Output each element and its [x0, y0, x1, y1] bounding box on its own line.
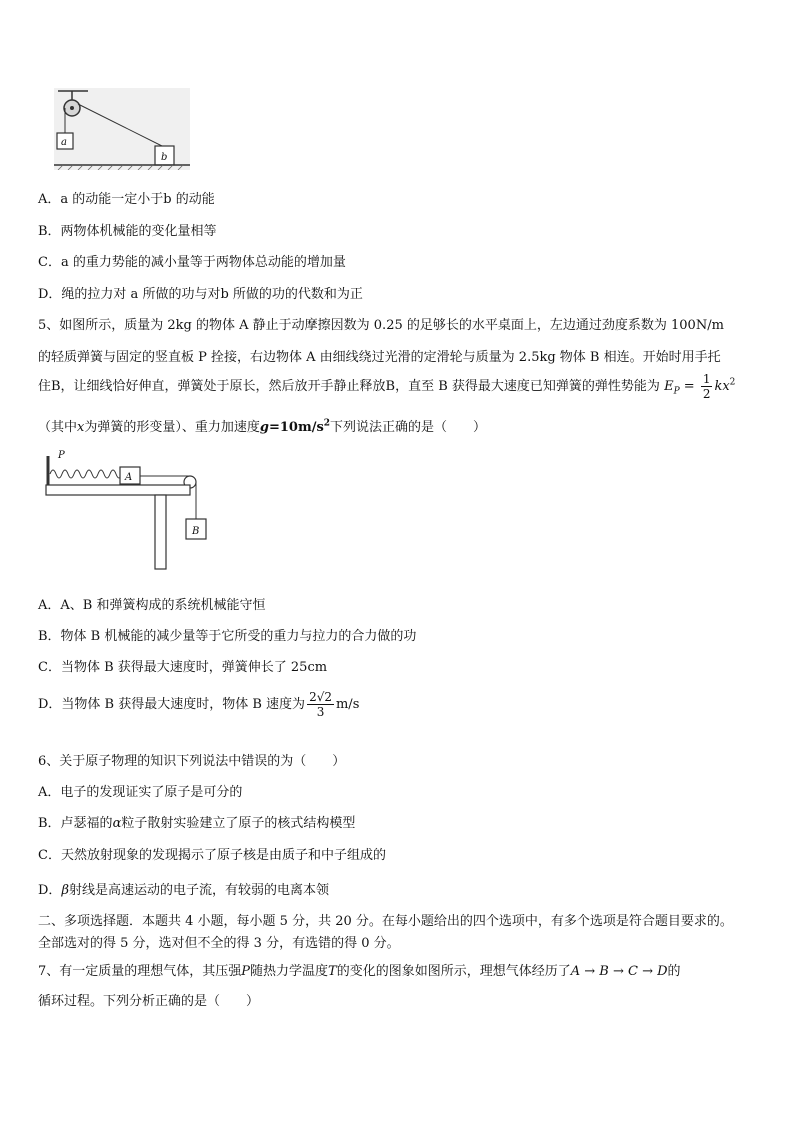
q7-stem-line2: 循环过程。下列分析正确的是（ ） [38, 994, 260, 1009]
q5-stem-line3-text: 住B，让细线恰好伸直，弹簧处于原长，然后放开手静止释放B，直至 B 获得最大速度已知弹簧的弹性势能为 [38, 379, 660, 394]
block-b-fig2-label: B [192, 526, 200, 537]
q5-stem-line3 [38, 372, 735, 401]
table-top [46, 485, 190, 495]
q5-option-a: A．A、B 和弹簧构成的系统机械能守恒 [38, 598, 266, 613]
spring [50, 470, 122, 478]
q5-stem-line2: 的轻质弹簧与固定的竖直板 P 拴接，右边物体 A 由细线绕过光滑的定滑轮与质量为 2.5kg 物体 B 相连。开始时用手托 [38, 350, 721, 365]
q4-option-a: A．a 的动能一定小于b 的动能 [38, 192, 215, 207]
section2-instructions-line2: 全部选对的得 5 分，选对但不全的得 3 分，有选错的得 0 分。 [38, 936, 400, 951]
q6-option-c: C．天然放射现象的发现揭示了原子核是由质子和中子组成的 [38, 848, 386, 863]
pulley-axle [70, 106, 74, 110]
fraction-half: $\frac{1}{2}$ [702, 372, 711, 401]
q6-option-a: A．电子的发现证实了原子是可分的 [38, 785, 243, 800]
q4-option-d: D．绳的拉力对 a 所做的功与对b 所做的功的代数和为正 [38, 287, 363, 302]
elastic-energy-formula: $E_P$ = $\frac{1}{2}$ $kx^2$ [664, 372, 736, 401]
table-leg [155, 495, 166, 569]
q5-option-c: C．当物体 B 获得最大速度时，弹簧伸长了 25cm [38, 660, 328, 675]
q6-stem: 6、关于原子物理的知识下列说法中错误的为（ ） [38, 754, 346, 769]
q5-option-d: D．当物体 B 获得最大速度时，物体 B 速度为 $\frac{2√2}{3}$ m/s [38, 690, 360, 719]
plate-p-label: P [58, 450, 65, 461]
fraction-velocity: $\frac{2√2}{3}$ [309, 690, 332, 719]
figure-spring-table-pulley [40, 448, 210, 572]
block-a-label: a [61, 137, 67, 148]
q5-option-b: B．物体 B 机械能的减少量等于它所受的重力与拉力的合力做的功 [38, 629, 417, 644]
q7-stem-line1: 7、有一定质量的理想气体，其压强P随热力学温度T的变化的图象如图所示，理想气体经历了A → B → C → D的 [38, 964, 681, 979]
q6-option-b: B．卢瑟福的α粒子散射实验建立了原子的核式结构模型 [38, 816, 356, 831]
q6-option-d: D．β射线是高速运动的电子流，有较弱的电离本领 [38, 883, 329, 898]
q5-stem-line4: （其中x为弹簧的形变量）、重力加速度$g=10m/s^2$下列说法正确的是（ ） [38, 418, 487, 435]
q4-option-b: B．两物体机械能的变化量相等 [38, 224, 217, 239]
q5-stem-line1: 5、如图所示，质量为 2kg 的物体 A 静止于动摩擦因数为 0.25 的足够长的水平桌面上，左边通过劲度系数为 100N/m [38, 318, 724, 333]
block-b-label: b [161, 152, 168, 163]
figure-pulley-blocks [54, 88, 190, 170]
q4-option-c: C．a 的重力势能的减小量等于两物体总动能的增加量 [38, 255, 346, 270]
section2-instructions-line1: 二、多项选择题．本题共 4 小题，每小题 5 分，共 20 分。在每小题给出的四个选项中，有多个选项是符合题目要求的。 [38, 914, 733, 929]
block-a-fig2-label: A [125, 472, 133, 483]
